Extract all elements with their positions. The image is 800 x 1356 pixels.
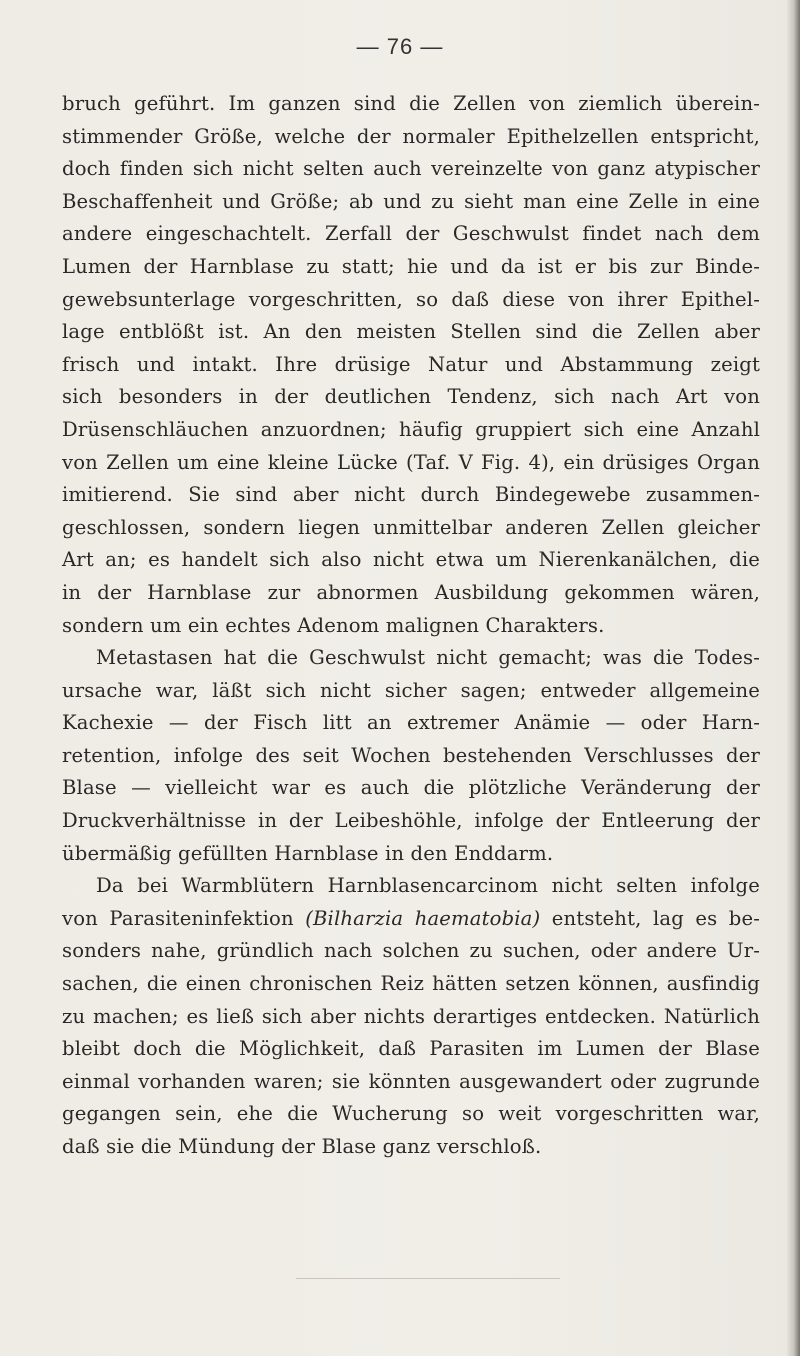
text-line: Lumen der Harnblase zu statt; hie und da ist er bis zur Binde-	[62, 254, 760, 278]
text-line: lage entblößt ist. An den meisten Stellen sind die Zellen aber	[62, 320, 760, 344]
paragraph-start-line: Metastasen hat die Geschwulst nicht gemacht; was die Todes-	[96, 646, 760, 670]
text-line: gewebsunterlage vorgeschritten, so daß diese von ihrer Epithel-	[62, 287, 760, 311]
text-line: andere eingeschachtelt. Zerfall der Geschwulst findet nach dem	[62, 222, 760, 246]
text-line: Blase — vielleicht war es auch die plötzliche Veränderung der	[62, 776, 760, 800]
text-line: geschlossen, sondern liegen unmittelbar anderen Zellen gleicher	[62, 515, 760, 539]
text-line: sich besonders in der deutlichen Tendenz, sich nach Art von	[62, 385, 760, 409]
faint-rule	[296, 1278, 560, 1279]
text-segment: entsteht, lag es be-	[540, 906, 760, 930]
text-segment: von Parasiteninfektion	[62, 906, 306, 930]
text-line: frisch und intakt. Ihre drüsige Natur und Abstammung zeigt	[62, 352, 760, 376]
italic-species-name: (Bilharzia haematobia)	[305, 906, 541, 930]
text-line: ursache war, läßt sich nicht sicher sagen; entweder allgemeine	[62, 678, 760, 702]
text-line: doch finden sich nicht selten auch vereinzelte von ganz atypischer	[62, 157, 760, 181]
paragraph-end-line: daß sie die Mündung der Blase ganz verschloß.	[62, 1135, 542, 1158]
paragraph-end-line: übermäßig gefüllten Harnblase in den Enddarm.	[62, 841, 554, 865]
text-line-with-italic	[62, 903, 760, 936]
text-line: Druckverhältnisse in der Leibeshöhle, infolge der Entleerung der	[62, 809, 760, 833]
text-line: sonders nahe, gründlich nach solchen zu suchen, oder andere Ur-	[62, 939, 760, 963]
text-line: bleibt doch die Möglichkeit, daß Parasiten im Lumen der Blase	[62, 1037, 760, 1061]
text-line: Kachexie — der Fisch litt an extremer Anämie — oder Harn-	[62, 711, 760, 735]
text-line: gegangen sein, ehe die Wucherung so weit vorgeschritten war,	[62, 1102, 760, 1126]
text-line: in der Harnblase zur abnormen Ausbildung gekommen wären,	[62, 580, 760, 604]
text-line: Art an; es handelt sich also nicht etwa um Nierenkanälchen, die	[62, 548, 760, 572]
page-number: — 76 —	[356, 34, 444, 59]
paragraph-end-line: sondern um ein echtes Adenom malignen Charakters.	[62, 613, 605, 637]
text-line: imitierend. Sie sind aber nicht durch Bindegewebe zusammen-	[62, 483, 760, 507]
text-line: sachen, die einen chronischen Reiz hätten setzen können, ausfindig	[62, 972, 760, 996]
body-text	[62, 88, 760, 1164]
text-line: zu machen; es ließ sich aber nichts derartiges entdecken. Natürlich	[62, 1004, 760, 1028]
paragraph-start-line: Da bei Warmblütern Harnblasencarcinom nicht selten infolge	[96, 874, 760, 898]
text-line: einmal vorhanden waren; sie könnten ausgewandert oder zugrunde	[62, 1069, 760, 1093]
text-line: von Zellen um eine kleine Lücke (Taf. V Fig. 4), ein drüsiges Organ	[62, 450, 760, 474]
text-line: Beschaffenheit und Größe; ab und zu sieht man eine Zelle in eine	[62, 189, 760, 213]
text-line: Drüsenschläuchen anzuordnen; häufig gruppiert sich eine Anzahl	[62, 417, 760, 441]
text-line: stimmender Größe, welche der normaler Epithelzellen entspricht,	[62, 124, 760, 148]
text-line: retention, infolge des seit Wochen bestehenden Verschlusses der	[62, 743, 760, 767]
page-edge-shadow	[786, 0, 800, 1356]
text-line: bruch geführt. Im ganzen sind die Zellen von ziemlich überein-	[62, 92, 760, 115]
